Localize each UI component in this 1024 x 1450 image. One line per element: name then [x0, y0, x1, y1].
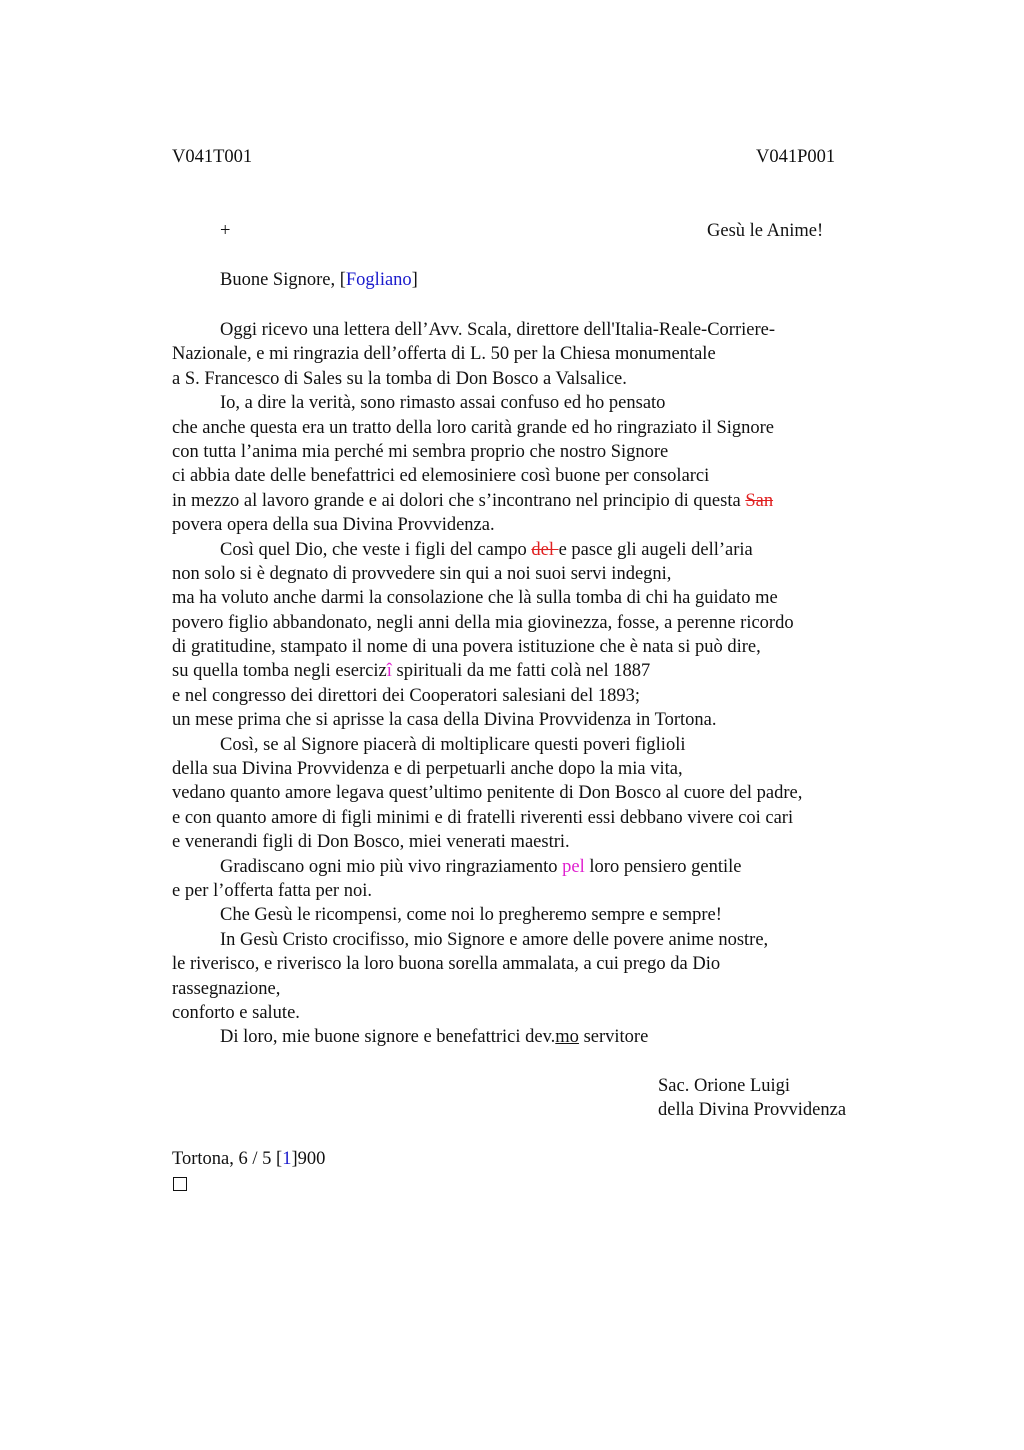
document-code-left: V041T001	[172, 147, 253, 167]
text-line: In Gesù Cristo crocifisso, mio Signore e amore delle povere anime nostre,	[220, 929, 769, 950]
end-of-document-box-icon	[173, 1177, 187, 1191]
text-line: conforto e salute.	[172, 1002, 300, 1023]
text-segment: loro pensiero gentile	[584, 856, 742, 877]
text-line: ma ha voluto anche darmi la consolazione che là sulla tomba di chi ha guidato me	[172, 588, 778, 609]
text-segment: Di loro, mie buone signore e benefattrici dev.	[220, 1027, 556, 1048]
salutation-text: Buone Signore, [	[220, 270, 346, 290]
text-line: Che Gesù le ricompensi, come noi lo pregheremo sempre e sempre!	[220, 905, 722, 926]
date-text-end: ]900	[291, 1149, 326, 1169]
highlighted-char: î	[386, 661, 392, 682]
editor-note-recipient: Fogliano	[345, 270, 412, 290]
text-line	[172, 538, 892, 562]
text-line: non solo si è degnato di provvedere sin qui a noi suoi servi indegni,	[172, 563, 672, 584]
text-line: Così, se al Signore piacerà di moltiplicare questi poveri figlioli	[220, 734, 686, 755]
text-segment: su quella tomba negli eserciz	[172, 661, 387, 682]
text-segment: Gradiscano ogni mio più vivo ringraziamento	[220, 856, 563, 877]
text-line: di gratitudine, stampato il nome di una povera istituzione che è nata si può dire,	[172, 637, 761, 658]
text-line: a S. Francesco di Sales su la tomba di Don Bosco a Valsalice.	[172, 368, 627, 389]
text-line: con tutta l’anima mia perché mi sembra proprio che nostro Signore	[172, 441, 669, 462]
text-line: e venerandi figli di Don Bosco, miei venerati maestri.	[172, 832, 570, 853]
underlined-abbreviation: mo	[555, 1027, 579, 1048]
letter-body	[172, 318, 892, 1050]
text-line: e per l’offerta fatta per noi.	[172, 880, 372, 901]
text-line	[172, 489, 892, 513]
text-line: vedano quanto amore legava quest’ultimo penitente di Don Bosco al cuore del padre,	[172, 783, 803, 804]
text-line: Nazionale, e mi ringrazia dell’offerta di L. 50 per la Chiesa monumentale	[172, 344, 716, 365]
signature-name: Sac. Orione Luigi	[658, 1076, 791, 1096]
salutation	[220, 270, 418, 291]
date-text: Tortona, 6 / 5 [	[172, 1149, 283, 1169]
document-code-right: V041P001	[756, 147, 836, 167]
text-line: e nel congresso dei direttori dei Cooperatori salesiani del 1893;	[172, 685, 641, 706]
text-line: le riverisco, e riverisco la loro buona sorella ammalata, a cui prego da Dio	[172, 954, 721, 975]
text-line: povera opera della sua Divina Provvidenza.	[172, 515, 495, 536]
text-segment: servitore	[578, 1027, 649, 1048]
editor-note-year: 1	[282, 1149, 292, 1169]
text-line: Oggi ricevo una lettera dell’Avv. Scala, direttore dell'Italia-Reale-Corriere-	[220, 320, 775, 340]
deleted-word: San	[745, 490, 774, 511]
text-line	[172, 1025, 892, 1049]
salutation-bracket-close: ]	[411, 270, 418, 290]
text-line: rassegnazione,	[172, 978, 281, 999]
text-line	[172, 855, 892, 879]
cross-mark: +	[220, 221, 231, 241]
text-line: e con quanto amore di figli minimi e di fratelli riverenti essi debbano vivere coi cari	[172, 807, 794, 828]
text-line: povero figlio abbandonato, negli anni della mia giovinezza, fosse, a perenne ricordo	[172, 612, 794, 633]
invocation: Gesù le Anime!	[707, 221, 824, 241]
signature-title: della Divina Provvidenza	[658, 1100, 847, 1120]
text-line: Io, a dire la verità, sono rimasto assai confuso ed ho pensato	[220, 393, 666, 414]
dateline	[172, 1149, 325, 1170]
text-segment: in mezzo al lavoro grande e ai dolori che s’incontrano nel principio di questa	[172, 490, 746, 511]
text-segment: spirituali da me fatti colà nel 1887	[391, 661, 651, 682]
text-line	[172, 659, 892, 683]
text-line: un mese prima che si aprisse la casa della Divina Provvidenza in Tortona.	[172, 710, 717, 731]
text-line: ci abbia date delle benefattrici ed elemosiniere così buone per consolarci	[172, 466, 710, 487]
deleted-word: del	[531, 539, 559, 560]
text-segment: e pasce gli augeli dell’aria	[558, 539, 753, 560]
highlighted-word: pel	[562, 856, 585, 877]
text-line: che anche questa era un tratto della loro carità grande ed ho ringraziato il Signore	[172, 417, 775, 438]
text-segment: Così quel Dio, che veste i figli del campo	[220, 539, 532, 560]
text-line: della sua Divina Provvidenza e di perpetuarli anche dopo la mia vita,	[172, 759, 683, 780]
